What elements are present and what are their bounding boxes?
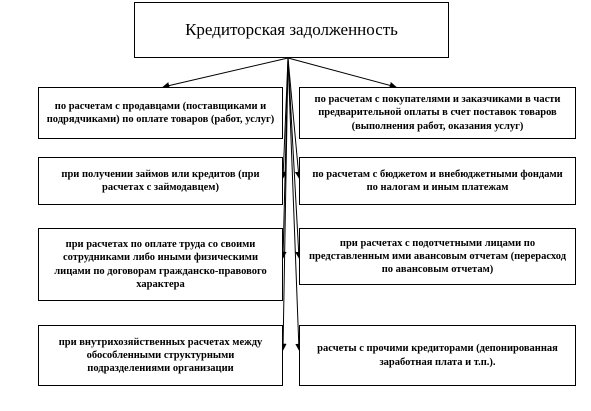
node-right-4-label: расчеты с прочими кредиторами (депонированная заработная плата и т.п.). — [317, 343, 558, 368]
node-right-3-label: при расчетах с подотчетными лицами по представленным ими авансовым отчетам (перерасход по авансовым отчетам) — [308, 237, 567, 276]
arrow-to-left-1 — [163, 58, 288, 87]
arrow-to-right-4 — [288, 58, 299, 350]
arrow-to-right-2 — [288, 58, 299, 178]
node-left-3 — [38, 228, 283, 301]
node-right-4 — [299, 325, 576, 386]
arrow-to-right-3 — [288, 58, 299, 258]
arrow-to-left-3 — [283, 58, 288, 258]
node-left-1 — [38, 87, 283, 139]
node-right-2 — [299, 157, 576, 205]
arrow-to-right-1 — [288, 58, 396, 87]
node-right-1 — [299, 87, 576, 139]
root-node — [134, 2, 449, 58]
node-left-4 — [38, 325, 283, 386]
node-right-1-label: по расчетам с покупателями и заказчиками в части предварительной оплаты в счет поставок товаров (выполнения работ, оказания услуг) — [314, 94, 561, 132]
node-right-2-label: по расчетам с бюджетом и внебюджетными фондами по налогам и иным платежам — [312, 168, 563, 193]
node-left-2 — [38, 157, 283, 205]
node-left-3-label: при расчетах по оплате труда со своими сотрудниками либо иными физическими лицами по договорам гражданско-правового характера — [54, 239, 267, 290]
root-label: Кредиторская задолженность — [185, 20, 398, 39]
node-left-4-label: при внутрихозяйственных расчетах между обособленными структурными подразделениями организации — [58, 336, 263, 375]
arrow-to-left-2 — [283, 58, 288, 178]
arrow-to-left-4 — [283, 58, 288, 350]
node-left-1-label: по расчетам с продавцами (поставщиками и подрядчиками) по оплате товаров (работ, услуг) — [46, 100, 275, 125]
node-right-3 — [299, 228, 576, 285]
node-left-2-label: при получении займов или кредитов (при расчетах с займодавцем) — [61, 168, 260, 193]
